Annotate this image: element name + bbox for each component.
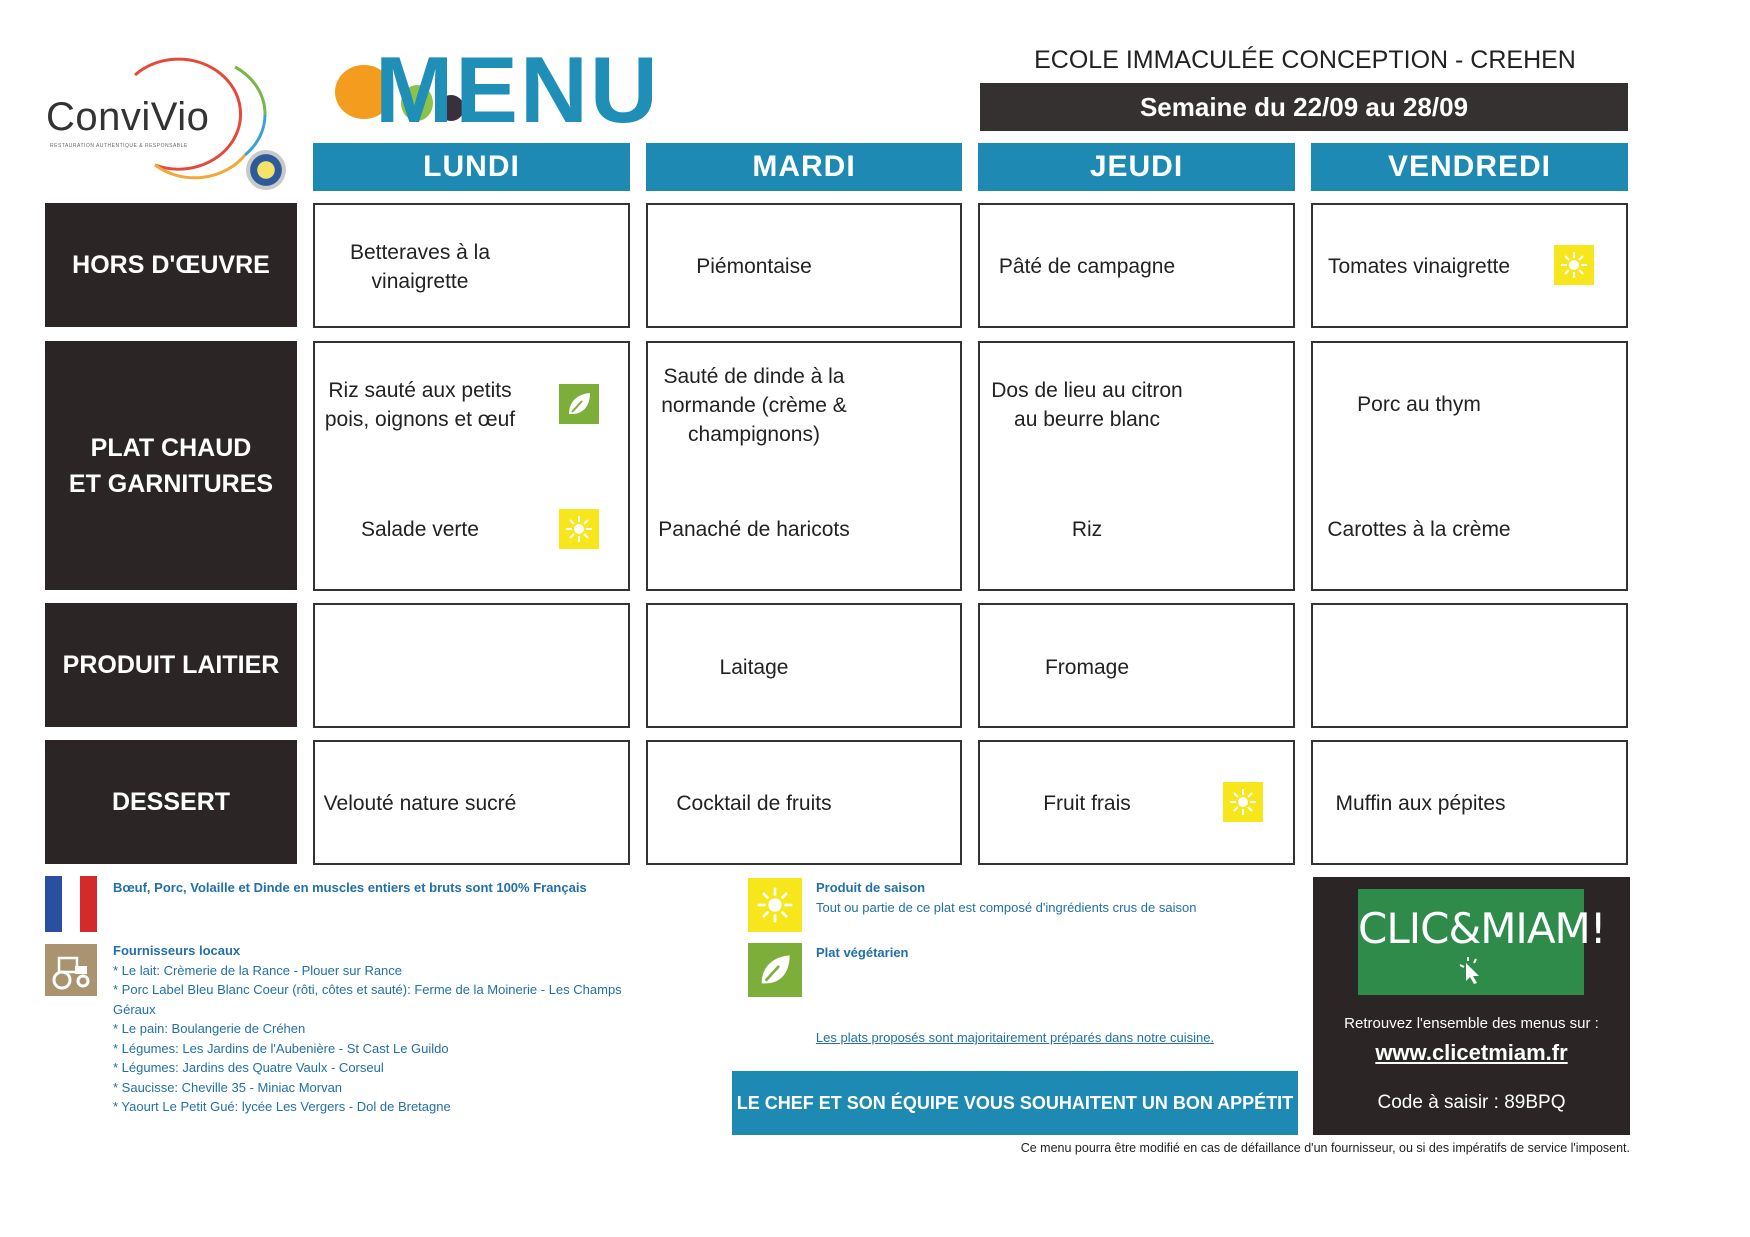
- dish-line: Salade verte: [361, 518, 479, 541]
- dish-line: Sauté de dinde à la: [663, 365, 845, 388]
- supplier-item: * Porc Label Bleu Blanc Coeur (rôti, côtes et sauté): Ferme de la Moinerie - Les Champs: [113, 982, 622, 997]
- clicetmiam-logo: [1358, 889, 1606, 995]
- season-legend: [816, 878, 1296, 917]
- supplier-item: * Le lait: Crèmerie de la Rance - Plouer sur Rance: [113, 962, 403, 978]
- dish-line: au beurre blanc: [1014, 408, 1160, 431]
- convivio-logo: [40, 55, 240, 185]
- vegetarian-title: Plat végétarien: [816, 945, 909, 960]
- supplier-item: * Légumes: Les Jardins de l'Aubenière - St Cast Le Guildo: [113, 1040, 449, 1056]
- dish-line: Laitage: [719, 656, 789, 679]
- dish-line: normande (crème &: [661, 394, 847, 417]
- suppliers-list: [113, 941, 713, 1117]
- dish-line: Cocktail de fruits: [676, 792, 832, 815]
- cell-dessert-mardi: [646, 740, 962, 865]
- cell-dessert-lundi: [313, 740, 630, 865]
- legend-vegetarian-icon: [748, 943, 802, 997]
- dish-line: Betteraves à la: [349, 241, 491, 264]
- vegetarian-legend: [816, 943, 1296, 963]
- season-text: Tout ou partie de ce plat est composé d'ingrédients crus de saison: [816, 899, 1197, 915]
- disclaimer: Ce menu pourra être modifié en cas de défaillance d'un fournisseur, ou si des impératifs de service l'imposent.: [1020, 1141, 1630, 1155]
- supplier-item: * Le pain: Boulangerie de Créhen: [113, 1021, 306, 1036]
- brand-tagline: RESTAURATION AUTHENTIQUE & RESPONSABLE: [50, 143, 188, 149]
- day-header-jeudi: JEUDI: [978, 143, 1295, 191]
- cuisine-note: Les plats proposés sont majoritairement préparés dans notre cuisine.: [815, 1030, 1215, 1045]
- row-header-hors-doeuvre: [45, 203, 297, 327]
- cell-hors-vendredi: [1311, 203, 1628, 328]
- season-sun-icon: [1223, 782, 1263, 822]
- clicetmiam-code: Code à saisir : 89BPQ: [1377, 1092, 1566, 1113]
- cursor-icon: [1456, 955, 1486, 985]
- season-sun-icon: [1554, 245, 1594, 285]
- dish-line: Carottes à la crème: [1327, 518, 1511, 541]
- row-label: DESSERT: [111, 788, 231, 816]
- clicetmiam-panel: [1313, 877, 1630, 1135]
- row-header-produit-laitier: [45, 603, 297, 727]
- suppliers-title-text: Fournisseurs locaux: [113, 943, 241, 958]
- cell-hors-mardi: [646, 203, 962, 328]
- week-range: Semaine du 22/09 au 28/09: [980, 83, 1628, 131]
- dish-line: Dos de lieu au citron: [991, 379, 1183, 402]
- dish-line: Tomates vinaigrette: [1327, 255, 1511, 278]
- season-sun-icon: [559, 509, 599, 549]
- cell-dessert-vendredi: [1311, 740, 1628, 865]
- supplier-item: * Légumes: Jardins des Quatre Vaulx - Corseul: [113, 1060, 384, 1075]
- menu-word: MENU: [375, 37, 660, 142]
- clicetmiam-link[interactable]: www.clicetmiam.fr: [1375, 1040, 1568, 1065]
- supplier-item: Géraux: [113, 1001, 156, 1017]
- dish-line: Riz sauté aux petits: [328, 379, 512, 402]
- row-label-line2: ET GARNITURES: [68, 469, 274, 498]
- dish-line: Porc au thym: [1357, 393, 1481, 416]
- bon-appetit-banner: LE CHEF ET SON ÉQUIPE VOUS SOUHAITENT UN BON APPÉTIT !: [732, 1071, 1298, 1135]
- dish-line: Fromage: [1044, 656, 1130, 679]
- school-name: ECOLE IMMACULÉE CONCEPTION - CREHEN: [1034, 46, 1576, 74]
- row-header-plat-chaud: [45, 341, 297, 590]
- legend-season-icon: [748, 878, 802, 932]
- row-label: PRODUIT LAITIER: [62, 651, 280, 679]
- cell-laitier-mardi: [646, 603, 962, 728]
- menu-title: [335, 37, 660, 142]
- cell-plat-jeudi: [978, 341, 1295, 591]
- origin-text: Bœuf, Porc, Volaille et Dinde en muscles entiers et bruts sont 100% Français: [113, 880, 587, 895]
- dish-line: Velouté nature sucré: [323, 792, 517, 815]
- dish-line: vinaigrette: [371, 270, 469, 293]
- cell-laitier-lundi: [313, 603, 630, 728]
- cell-laitier-jeudi: [978, 603, 1295, 728]
- cell-hors-jeudi: [978, 203, 1295, 328]
- row-label-line1: PLAT CHAUD: [90, 433, 252, 462]
- season-title: Produit de saison: [816, 880, 926, 895]
- clicetmiam-logo-text: CLIC&MIAM!: [1358, 904, 1606, 953]
- cell-dessert-jeudi: [978, 740, 1295, 865]
- supplier-item: * Saucisse: Cheville 35 - Miniac Morvan: [113, 1079, 343, 1095]
- dish-line: Fruit frais: [1043, 792, 1131, 815]
- origin-note: [113, 878, 713, 898]
- dish-line: Pâté de campagne: [998, 255, 1176, 278]
- row-header-dessert: [45, 740, 297, 864]
- dish-line: Riz: [1071, 518, 1103, 541]
- dish-line: champignons): [688, 423, 820, 446]
- dish-line: Muffin aux pépites: [1335, 792, 1506, 815]
- cell-plat-mardi: [646, 341, 962, 591]
- dish-line: Panaché de haricots: [658, 518, 850, 541]
- cell-plat-lundi: [313, 341, 630, 591]
- suppliers-title: [113, 941, 713, 961]
- cell-hors-lundi: [313, 203, 630, 328]
- tractor-icon: [45, 944, 97, 996]
- cell-laitier-vendredi: [1311, 603, 1628, 728]
- supplier-item: * Yaourt Le Petit Gué: lycée Les Vergers - Dol de Bretagne: [113, 1099, 451, 1114]
- cell-plat-vendredi: [1311, 341, 1628, 591]
- day-header-lundi: LUNDI: [313, 143, 630, 191]
- vegetarian-leaf-icon: [559, 384, 599, 424]
- dish-line: pois, oignons et œuf: [324, 408, 516, 431]
- clicetmiam-subtitle: Retrouvez l'ensemble des menus sur :: [1344, 1015, 1599, 1032]
- label-badge-icon: [246, 150, 286, 190]
- day-header-mardi: MARDI: [646, 143, 962, 191]
- french-flag-icon: [45, 876, 97, 932]
- dish-line: Piémontaise: [696, 255, 812, 278]
- row-label: HORS D'ŒUVRE: [72, 251, 270, 279]
- day-header-vendredi: VENDREDI: [1311, 143, 1628, 191]
- brand-name: ConviVio: [46, 95, 210, 139]
